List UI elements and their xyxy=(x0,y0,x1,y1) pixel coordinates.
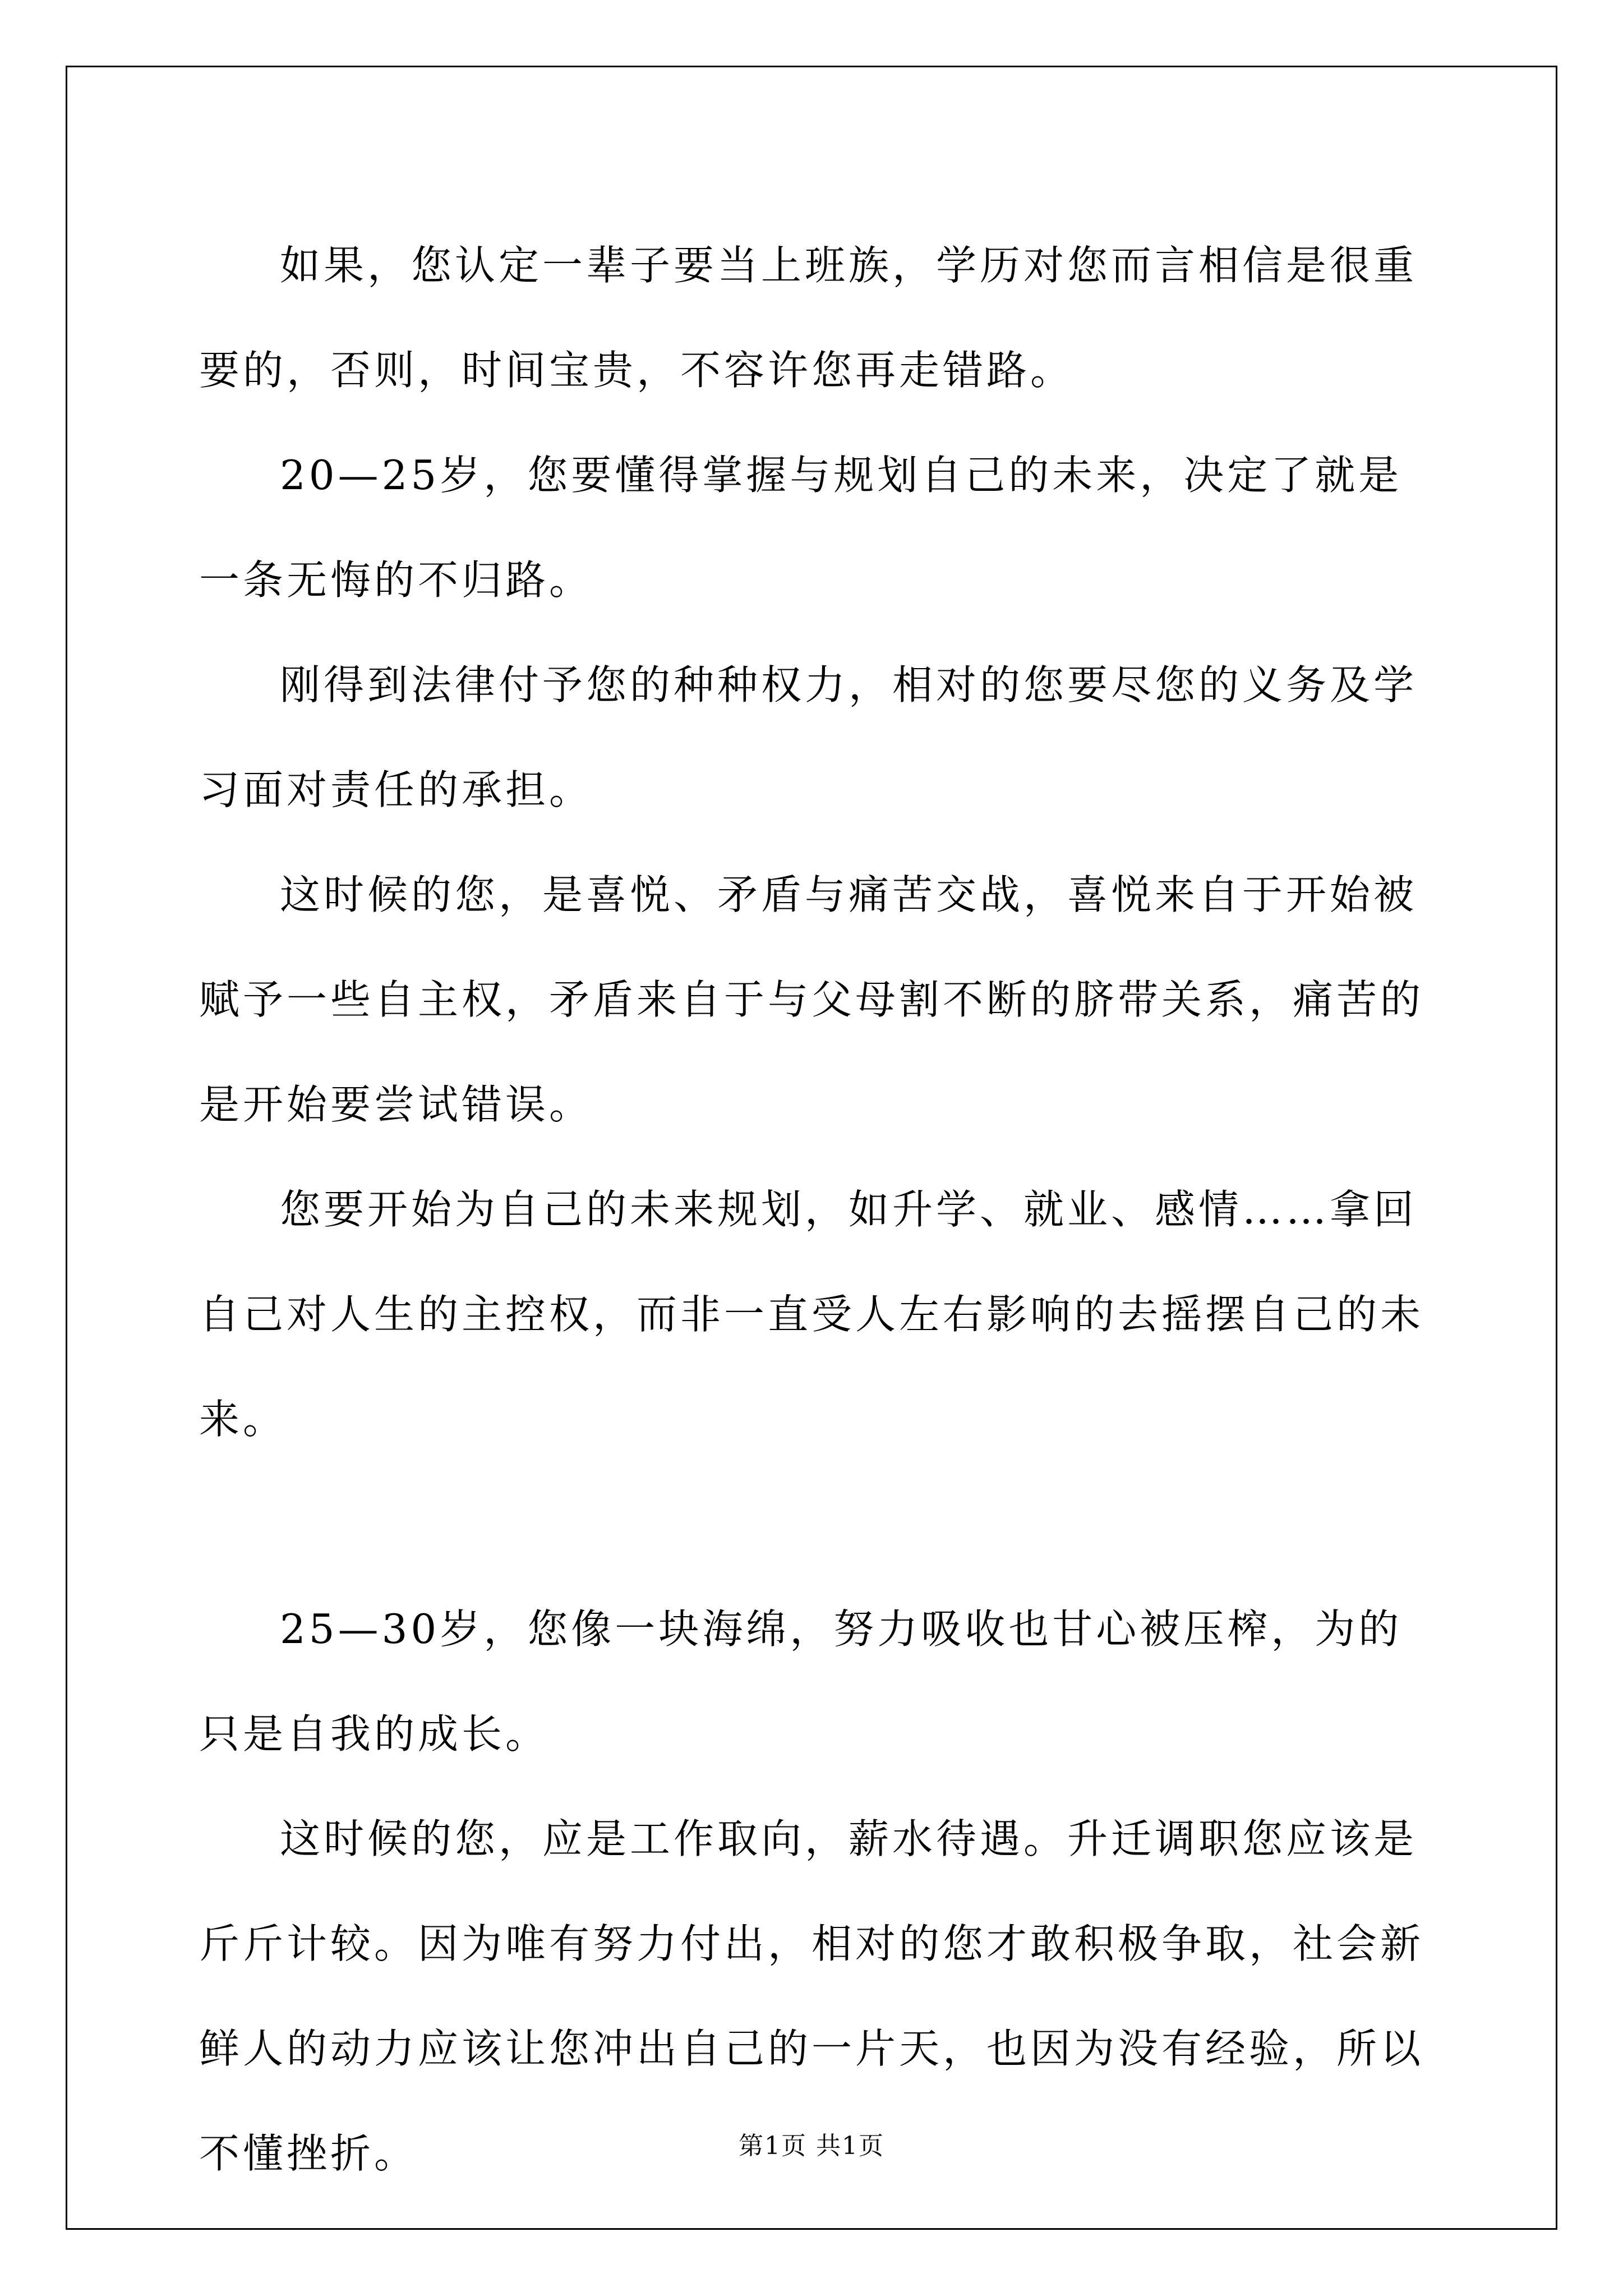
paragraph: 刚得到法律付予您的种种权力，相对的您要尽您的义务及学习面对责任的承担。 xyxy=(199,661,1418,813)
paragraph: 20—25岁，您要懂得掌握与规划自己的未来，决定了就是一条无悔的不归路。 xyxy=(199,452,1403,604)
paragraph: 如果，您认定一辈子要当上班族，学历对您而言相信是很重要的，否则，时间宝贵，不容许您再走错路。 xyxy=(199,242,1418,394)
paragraph: 这时候的您，应是工作取向，薪水待遇。升迁调职您应该是斤斤计较。因为唯有努力付出，相对的您才敢积极争取，社会新鲜人的动力应该让您冲出自己的一片天，也因为没有经验，所以不懂挫折。 xyxy=(199,1815,1424,2177)
page-footer: 第1页 共1页 xyxy=(739,2132,884,2160)
paragraph: 25—30岁，您像一块海绵，努力吸收也甘心被压榨，为的只是自我的成长。 xyxy=(199,1605,1403,1757)
paragraph: 这时候的您，是喜悦、矛盾与痛苦交战，喜悦来自于开始被赋予一些自主权，矛盾来自于与父母割不断的脐带关系，痛苦的是开始要尝试错误。 xyxy=(199,871,1424,1128)
document-body xyxy=(199,213,1433,2206)
paragraph: 您要开始为自己的未来规划，如升学、就业、感情……拿回自己对人生的主控权，而非一直受人左右影响的去摇摆自己的未来。 xyxy=(199,1186,1424,1443)
